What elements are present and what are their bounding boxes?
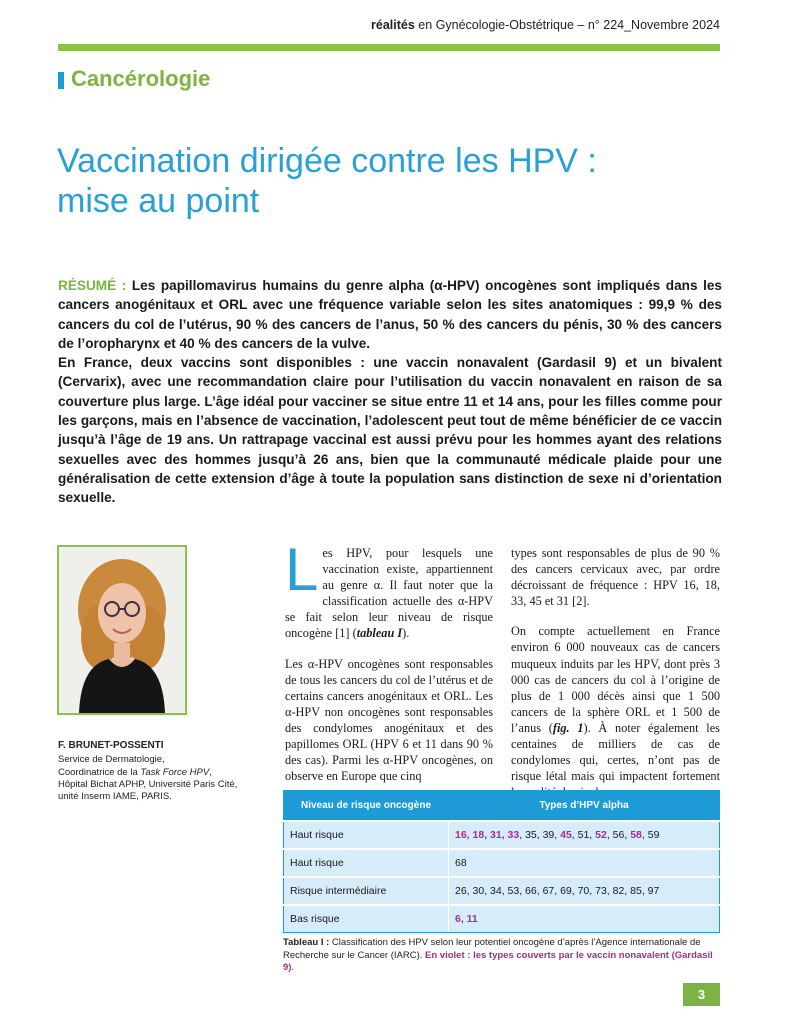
abstract-paragraph-1 xyxy=(58,276,722,353)
abstract-label: RÉSUMÉ : xyxy=(58,278,127,293)
violet-types: 16, 18, 31, 33 xyxy=(455,829,520,841)
body-paragraph-4-end: ). À noter également les centaines de milliers de cas de condylomes qui, certes, n’ont pas de risque létal mais qui impactent fortement xyxy=(511,720,720,784)
table-row xyxy=(284,905,720,933)
caption-text: Classification des HPV selon leur potentiel oncogène d’après l’Agence internationale de Recherche sur le Cancer (IARC). xyxy=(283,937,701,961)
body-paragraph-1-end: ). xyxy=(402,626,410,641)
other-types: , 59 xyxy=(641,829,660,841)
table-cell-types xyxy=(449,821,720,849)
body-paragraph-4-text: On compte actuellement en France environ 6 000 nouveaux cas de cancers muqueux induits par les HPV, dont près 3 000 cas de cancers du col à l’origine de plus de 1 000 décès ainsi que 1 500 cancers de la sphère ORL et 1 500 de l’anus ( xyxy=(511,624,720,735)
table-cell-risk: Haut risque xyxy=(284,821,449,849)
abstract-text-1: Les papillomavirus humains du genre alpha (α-HPV) oncogènes sont impliqués dans les cancers anogénitaux et ORL avec une fréquence variable selon les sites anatomiques : 99,9 % des cancers du col de l’utérus, 90 % des cancers de l’anus, 50 % des cancers du pénis, 30 % des cancers de l’oropharynx et 40 % des cancers de la vulve. xyxy=(58,278,722,351)
table-cell-risk: Risque intermédiaire xyxy=(284,877,449,905)
body-column-middle xyxy=(285,536,493,798)
caption-violet-note: En violet : les types couverts par le vaccin nonavalent (Gardasil 9) xyxy=(283,949,713,973)
page-number: 3 xyxy=(683,983,720,1006)
author-role-taskforce: Task Force HPV xyxy=(140,766,210,778)
section-marker xyxy=(58,72,64,89)
table-cell-risk: Bas risque xyxy=(284,905,449,933)
author-name: F. BRUNET-POSSENTI xyxy=(58,740,164,751)
body-column-right xyxy=(511,545,720,814)
violet-types: 58 xyxy=(630,829,642,841)
title-line-2: mise au point xyxy=(57,182,260,220)
body-paragraph-4 xyxy=(511,623,720,800)
article-title xyxy=(57,141,717,221)
abstract xyxy=(58,276,722,508)
caption-label: Tableau I : xyxy=(283,937,330,948)
table-header-row xyxy=(284,791,720,822)
journal-issue: en Gynécologie-Obstétrique – n° 224_Novembre 2024 xyxy=(414,18,720,32)
other-types: , 35, 39, xyxy=(519,829,561,841)
author-department: Service de Dermatologie, xyxy=(58,754,165,766)
author-hospital: Hôpital Bichat APHP, Université Paris Cité, xyxy=(58,778,238,790)
table-row xyxy=(284,821,720,849)
table-row xyxy=(284,849,720,877)
section-title: Cancérologie xyxy=(71,66,211,91)
table-header-risk: Niveau de risque oncogène xyxy=(284,791,449,822)
caption-end: . xyxy=(291,962,295,973)
other-types: , 51, xyxy=(571,829,596,841)
table-cell-types: 26, 30, 34, 53, 66, 67, 69, 70, 73, 82, 85, 97 xyxy=(449,877,720,905)
hpv-classification-table xyxy=(283,790,720,933)
violet-types: 52 xyxy=(595,829,607,841)
violet-types: 6, 11 xyxy=(455,913,478,925)
author-portrait-illustration xyxy=(59,547,185,713)
author-role-comma: , xyxy=(209,766,212,778)
abstract-paragraph-2: En France, deux vaccins sont disponibles : une vaccin nonavalent (Gardasil 9) et un bivalent (Cervarix), avec une recommandation claire pour l’utilisation du vaccin nonavalent en raison de sa couverture plus large. L’âge idéal pour vacciner se situe entre 11 et 14 ans, pour les filles comme pour les garçons, mais en l’absence de vaccination, l’adolescent peut tout de même bénéficier de ce vaccin jusqu’à l’âge de 19 ans. Un rattrapage vaccinal est aussi prévu pour les hommes ayant des relations sexuelles avec des hommes jusqu’à 26 ans, bien que la communauté médicale plaide pour une généralisation de cette extension d’âge à toute la population sans distinction de sexe ni d’orientation sexuelle. xyxy=(58,355,722,506)
table-cell-types xyxy=(449,905,720,933)
body-paragraph-2: Les α-HPV oncogènes sont responsables de tous les cancers du col de l’utérus et de certains cancers anogénitaux et ORL. Les α-HPV non oncogènes sont responsables des condylomes anogénitaux et des papillomes ORL (HPV 6 et 11 dans 90 % des cas). Parmi les α-HPV oncogènes, on observe en Europe que cinq xyxy=(285,656,493,784)
body-paragraph-3: types sont responsables de plus de 90 % des cancers cervicaux avec, par ordre décroissant de fréquence : HPV 16, 18, 33, 45 et 31 [2]. xyxy=(511,546,720,609)
author-photo xyxy=(57,545,187,715)
table-caption xyxy=(283,937,723,975)
table-header-types: Types d’HPV alpha xyxy=(449,791,720,822)
author-role xyxy=(58,767,248,779)
table-reference[interactable]: tableau I xyxy=(356,626,403,641)
author-role-text: Coordinatrice de la xyxy=(58,766,141,778)
body-paragraph-1 xyxy=(285,536,493,642)
table-cell-risk: Haut risque xyxy=(284,849,449,877)
journal-header xyxy=(0,18,720,32)
author-unit: unité Inserm IAME, PARIS. xyxy=(58,791,172,803)
body-paragraph-1-text: es HPV, pour lesquels une vaccination existe, appartiennent au genre α. Il faut noter que la classification actuelle des α-HPV se fait selon leur niveau de risque oncogène [1] ( xyxy=(285,546,493,641)
header-divider xyxy=(58,44,720,51)
journal-name: réalités xyxy=(371,18,415,32)
other-types: , 56, xyxy=(606,829,631,841)
violet-types: 45 xyxy=(560,829,572,841)
table-cell-types: 68 xyxy=(449,849,720,877)
table-row xyxy=(284,877,720,905)
figure-reference[interactable]: fig. 1 xyxy=(552,720,584,735)
title-line-1: Vaccination dirigée contre les HPV : xyxy=(57,142,597,180)
drop-cap: L xyxy=(285,536,319,603)
author-info xyxy=(58,740,248,803)
